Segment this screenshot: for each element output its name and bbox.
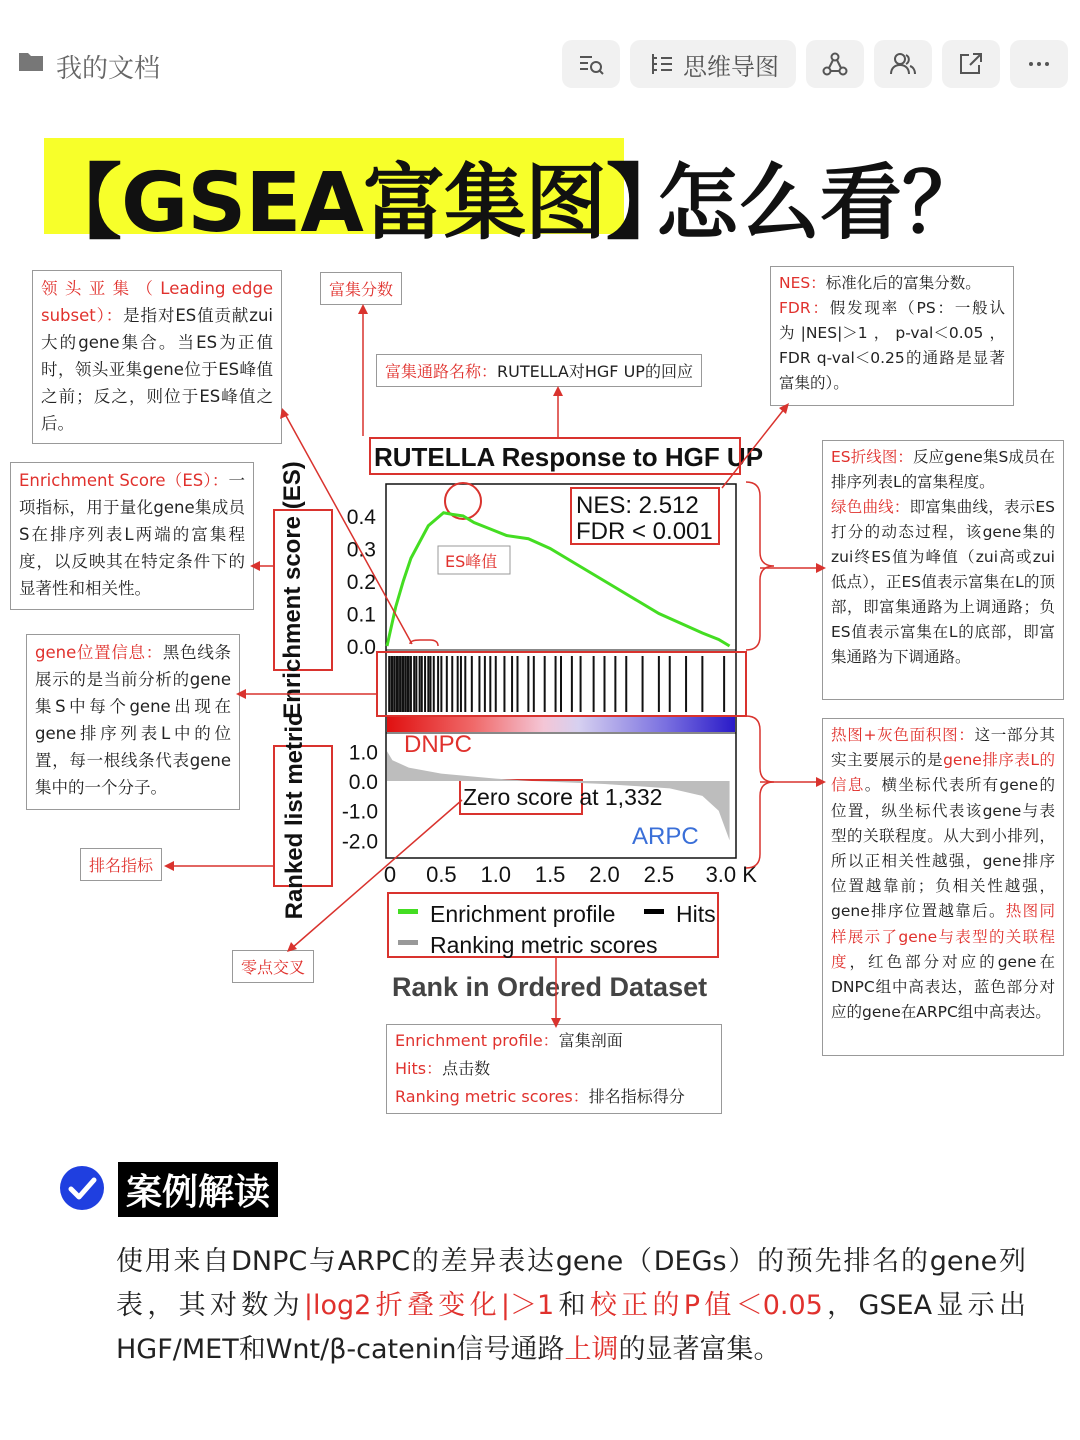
- ranking-heatmap: [387, 716, 735, 732]
- group-dnpc-label: DNPC: [404, 731, 473, 758]
- note-nes-label: NES：: [779, 274, 826, 292]
- x-tick-label: 2.0: [589, 862, 620, 887]
- case-text-1: 使用来自DNPC与ARPC的差异表达gene（DEGs）的预先排名的gene列表，其对数为: [116, 1246, 1026, 1321]
- case-title: 案例解读: [118, 1162, 278, 1217]
- case-red-3: 上调: [564, 1334, 619, 1365]
- case-paragraph: [116, 1240, 1026, 1372]
- fdr-value: FDR < 0.001: [576, 518, 713, 545]
- note-nes-text: 标准化后的富集分数。: [825, 274, 981, 292]
- note-ep-label: Enrichment profile：: [395, 1031, 559, 1050]
- metric-tick-label: 1.0: [348, 741, 378, 765]
- metric-tick-label: 0.0: [348, 771, 378, 794]
- case-text-2: 和: [554, 1290, 590, 1321]
- tag-pathway-label: 富集通路名称：: [385, 362, 498, 381]
- note-es-line-label: ES折线图：: [831, 448, 913, 466]
- note-leading-edge-label: 领 头 亚 集 （ Leading edge subset）：: [41, 279, 273, 325]
- es-tick-label: 0.2: [346, 571, 376, 594]
- note-heatmap-text3: ，红色部分对应的gene在DNPC组中高表达，蓝色部分对应的gene在ARPC组中高表达。: [831, 952, 1055, 1022]
- note-heatmap-text1: 这一部分其实主要展示的是: [831, 726, 1055, 770]
- x-tick-label: 0.5: [426, 862, 457, 887]
- x-tick-label: 3.0 K: [705, 862, 757, 887]
- note-gene-position-label: gene位置信息：: [35, 643, 163, 662]
- note-es-text: 一项指标，用于量化gene集成员S在排序列表L两端的富集程度，以反映其在特定条件下的显著性和相关性。: [19, 471, 245, 598]
- legend-label-hits: Hits: [676, 901, 716, 927]
- note-fdr-text: 假发现率（PS：一般认为|NES|＞1，p-val＜0.05，FDR q-val＜0.25的通路是显著富集的）。: [779, 299, 1006, 392]
- mindmap-label: 思维导图: [683, 53, 779, 81]
- legend-swatch-enrichment: [398, 909, 418, 914]
- tag-zero-cross: 零点交叉: [232, 950, 314, 983]
- check-circle-icon: [58, 1164, 106, 1212]
- case-red-2: 校正的P值＜0.05: [589, 1290, 823, 1321]
- note-gene-position-text: 黑色线条展示的是当前分析的gene集S中每个gene出现在gene排序列表L中的位置，每一根线条代表gene集中的一个分子。: [35, 643, 232, 797]
- x-tick-label: 0: [383, 862, 397, 887]
- tag-es-score: 富集分数: [320, 272, 402, 305]
- legend-label-enrichment: Enrichment profile: [430, 901, 616, 927]
- headline-title: 【GSEA富集图】: [40, 156, 687, 251]
- note-es-line-text2: 即富集曲线，表示ES打分的动态过程，该gene集的zui终ES值为峰值（zui高或zui低点），正ES值表示富集在L的顶部，即富集通路为上调通路；负ES值表示富集在L的底部，即富集通路为下调通路。: [831, 498, 1055, 666]
- note-rms-label: Ranking metric scores：: [395, 1087, 589, 1106]
- headline-question: 怎么看？: [656, 156, 985, 251]
- tag-rank-metric: 排名指标: [80, 848, 162, 881]
- x-tick-label: 2.5: [643, 862, 675, 887]
- chart-title: RUTELLA Response to HGF UP: [374, 442, 764, 472]
- es-tick-label: 0.0: [346, 636, 376, 659]
- legend-label-ranking: Ranking metric scores: [430, 932, 658, 958]
- es-tick-label: 0.4: [346, 506, 376, 529]
- x-axis-label: Rank in Ordered Dataset: [392, 972, 708, 1002]
- note-heatmap-label: 热图+灰色面积图：: [831, 726, 975, 744]
- note-rms-text: 排名指标得分: [588, 1087, 685, 1106]
- legend-swatch-ranking: [398, 940, 418, 945]
- es-tick-label: 0.3: [346, 538, 376, 562]
- case-text-3: ，GSEA显示出HGF/MET和Wnt/β-catenin信号通路: [116, 1290, 1027, 1365]
- note-es-line-text1: 反应gene集S成员在排序列表L的富集程度。: [831, 448, 1055, 491]
- x-tick-label: 1.0: [480, 862, 512, 887]
- x-tick-label: 1.5: [534, 862, 566, 887]
- note-es-label: Enrichment Score（ES）：: [19, 471, 229, 490]
- metric-tick-label: -2.0: [341, 830, 378, 854]
- es-peak-tag: ES峰值: [445, 552, 498, 571]
- nes-value: NES: 2.512: [576, 492, 699, 519]
- note-heatmap-text2: 。横坐标代表所有gene的位置，纵坐标代表该gene与表型的关联程度。从大到小排列，所以正相关性越强，gene排序位置越靠前；负相关性越强，gene排序位置越靠后。: [831, 776, 1055, 921]
- legend-swatch-hits: [644, 909, 664, 914]
- note-leading-edge-text: 是指对ES值贡献zui大的gene集合。当ES为正值时，领头亚集gene位于ES峰值之前；反之，则位于ES峰值之后。: [41, 306, 273, 433]
- note-green-curve-label: 绿色曲线：: [831, 498, 910, 516]
- note-heatmap-red2: 热图同样展示了gene与表型的关联程度: [831, 902, 1055, 971]
- es-tick-label: 0.1: [346, 603, 376, 627]
- note-ep-text: 富集剖面: [558, 1031, 623, 1050]
- note-fdr-label: FDR：: [779, 299, 830, 317]
- note-hits-label: Hits：: [395, 1059, 443, 1078]
- tag-pathway-text: RUTELLA对HGF UP的回应: [497, 362, 693, 381]
- case-red-1: |log2折叠变化|＞1: [303, 1290, 555, 1321]
- group-arpc-label: ARPC: [632, 823, 699, 850]
- es-axis-label: Enrichment score (ES): [279, 461, 306, 719]
- case-text-4: 的显著富集。: [618, 1334, 781, 1365]
- note-hits-text: 点击数: [442, 1059, 491, 1078]
- metric-axis-label: Ranked list metric: [281, 712, 308, 920]
- note-heatmap-red1: gene排序表L的信息: [831, 751, 1055, 795]
- metric-tick-label: -1.0: [341, 800, 378, 824]
- document-title[interactable]: 我的文档: [56, 53, 161, 83]
- zero-score-label: Zero score at 1,332: [463, 784, 663, 810]
